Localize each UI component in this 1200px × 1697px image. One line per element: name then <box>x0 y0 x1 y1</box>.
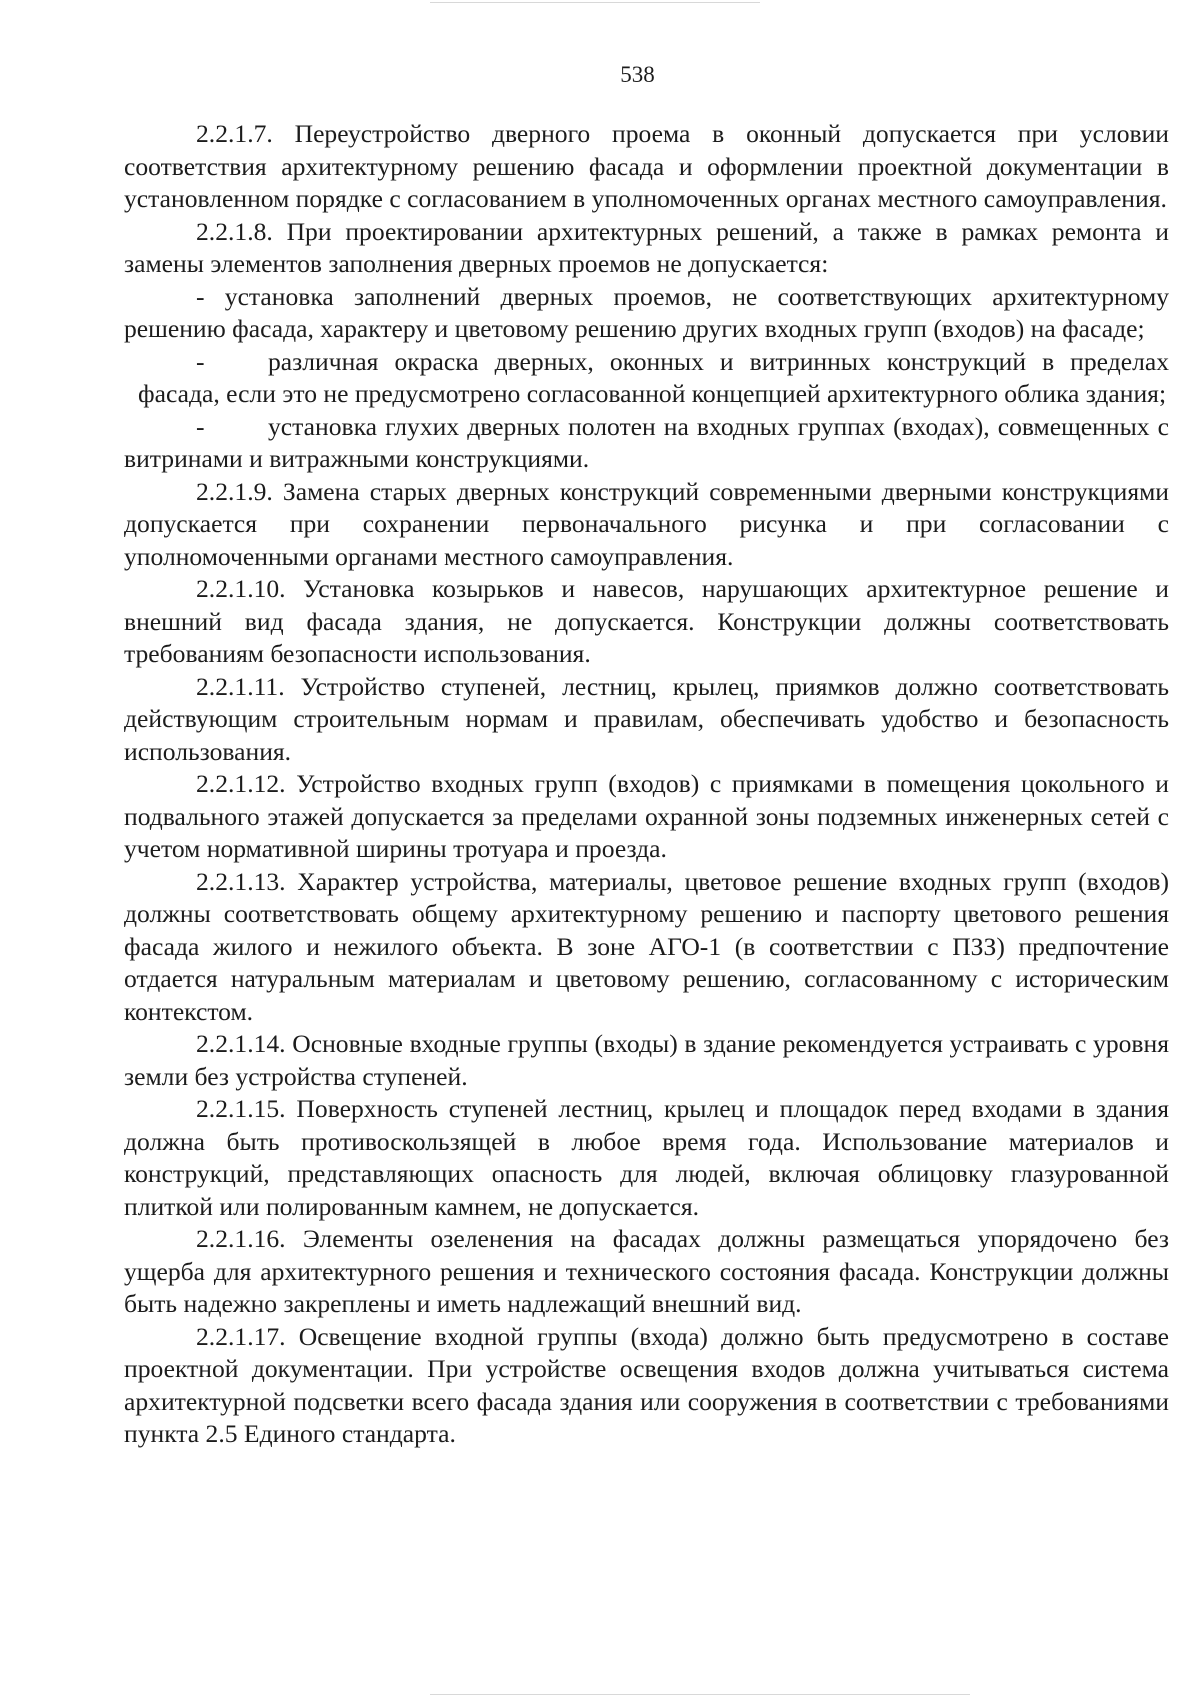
paragraph-2-2-1-9: 2.2.1.9. Замена старых дверных конструкций современными дверными конструкциями допускается при сохранении первоначального рисунка и при согласовании с уполномоченными органами местного самоуправления. <box>124 476 1169 571</box>
paragraph-2-2-1-16: 2.2.1.16. Элементы озеленения на фасадах должны размещаться упорядочено без ущерба для архитектурного решения и технического состояния фасада. Конструкции должны быть надежно закреплены и иметь надлежащий внешний вид. <box>124 1224 1169 1318</box>
paragraph-2-2-1-7: 2.2.1.7. Переустройство дверного проема в оконный допускается при условии соответствия архитектурному решению фасада и оформлении проектной документации в установленном порядке с согласованием в уполномоченных органах местного самоуправления. <box>124 119 1169 213</box>
list-item-door-fillings: - установка заполнений дверных проемов, не соответствующих архитектурному решению фасада, характеру и цветовому решению других входных групп (входов) на фасаде; <box>124 281 1169 343</box>
paragraph-2-2-1-8: 2.2.1.8. При проектировании архитектурных решений, а также в рамках ремонта и замены элементов заполнения дверных проемов не допускается: <box>124 216 1169 278</box>
list-item-text: установка глухих дверных полотен на входных группах (входах), совмещенных с витринами и витражными конструкциями. <box>124 411 1169 473</box>
paragraph-2-2-1-13: 2.2.1.13. Характер устройства, материалы, цветовое решение входных групп (входов) должны соответствовать общему архитектурному решению и паспорту цветового решения фасада жилого и нежилого объекта. В зоне АГО-1 (в соответствии с ПЗЗ) предпочтение отдается натуральным материалам и цветовому решению, согласованному с историческим контекстом. <box>124 866 1169 1026</box>
list-dash: - <box>196 411 205 441</box>
paragraph-2-2-1-14: 2.2.1.14. Основные входные группы (входы) в здание рекомендуется устраивать с уровня земли без устройства ступеней. <box>124 1029 1169 1091</box>
scan-edge-bottom <box>430 1694 970 1695</box>
list-item-painting <box>124 346 1169 411</box>
list-item-blind-doors <box>124 411 1169 476</box>
paragraph-2-2-1-15: 2.2.1.15. Поверхность ступеней лестниц, крылец и площадок перед входами в здания должна быть противоскользящей в любое время года. Использование материалов и конструкций, представляющих опасность для людей, включая облицовку глазурованной плиткой или полированным камнем, не допускается. <box>124 1094 1169 1221</box>
document-body <box>124 118 1169 1451</box>
page-number: 538 <box>620 62 655 87</box>
list-item-text: различная окраска дверных, оконных и витринных конструкций в пределах фасада, если это не предусмотрено согласованной концепцией архитектурного облика здания; <box>138 346 1169 408</box>
paragraph-2-2-1-10: 2.2.1.10. Установка козырьков и навесов, нарушающих архитектурное решение и внешний вид фасада здания, не допускается. Конструкции должны соответствовать требованиям безопасности использования. <box>124 574 1169 668</box>
list-dash: - <box>196 346 205 376</box>
paragraph-2-2-1-17: 2.2.1.17. Освещение входной группы (входа) должно быть предусмотрено в составе проектной документации. При устройстве освещения входов должна учитываться система архитектурной подсветки всего фасада здания или сооружения в соответствии с требованиями пункта 2.5 Единого стандарта. <box>124 1321 1169 1448</box>
paragraph-2-2-1-11: 2.2.1.11. Устройство ступеней, лестниц, крылец, приямков должно соответствовать действующим строительным нормам и правилам, обеспечивать удобство и безопасность использования. <box>124 671 1169 766</box>
scan-edge-top <box>430 2 760 3</box>
paragraph-2-2-1-12: 2.2.1.12. Устройство входных групп (входов) с приямками в помещения цокольного и подвального этажей допускается за пределами охранной зоны подземных инженерных сетей с учетом нормативной ширины тротуара и проезда. <box>124 769 1169 863</box>
